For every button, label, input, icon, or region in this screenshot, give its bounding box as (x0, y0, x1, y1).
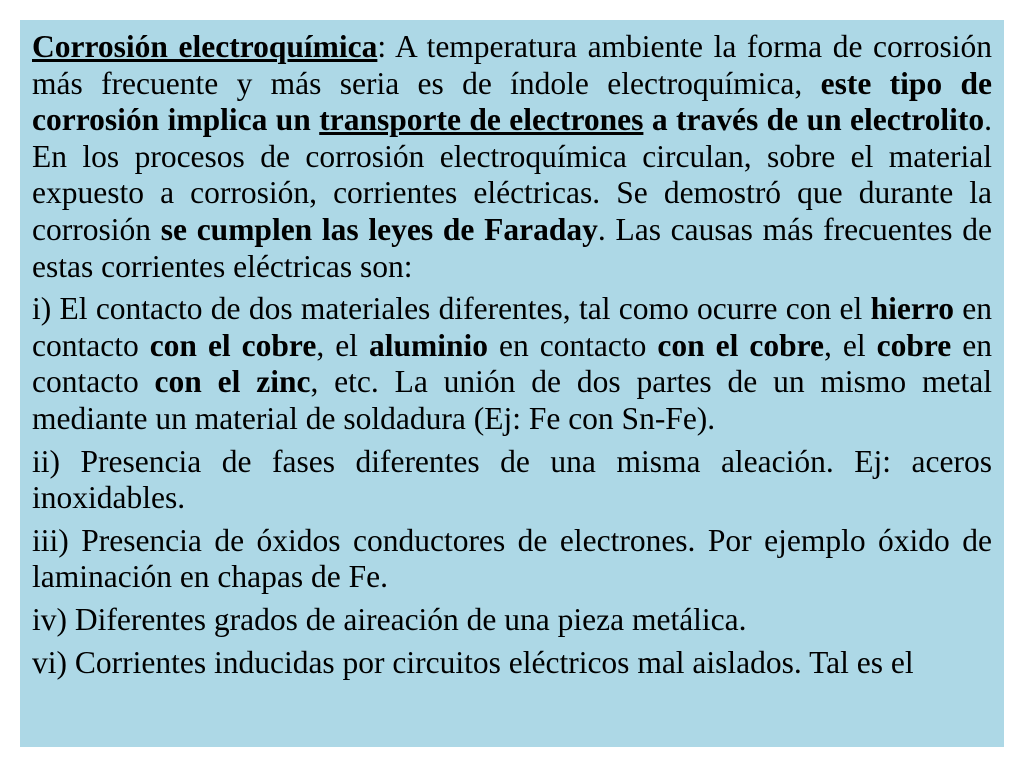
bold-segment: cobre (876, 327, 952, 363)
text-segment: i) El contacto de dos materiales diferentes, tal como ocurre con el (32, 291, 871, 327)
text-segment: en contacto (32, 291, 992, 363)
text-segment: . En los procesos de corrosión electroquímica circulan, sobre el material expuesto a corrosión, corrientes eléctricas. Se demostró que durante la corrosión (32, 102, 993, 247)
paragraph-cause-iv: iv) Diferentes grados de aireación de una pieza metálica. (32, 601, 747, 637)
text-segment: , el (316, 327, 369, 363)
paragraph-cause-ii: ii) Presencia de fases diferentes de una misma aleación. Ej: aceros inoxidables. (32, 443, 992, 516)
bold-segment: con el cobre (149, 327, 317, 363)
bold-segment: a través de un electrolito (643, 102, 985, 138)
text-segment: : A temperatura ambiente la forma de corrosión más frecuente y más seria es de índole electroquímica, (32, 29, 993, 101)
text-segment: . Las causas más frecuentes de estas corrientes eléctricas son: (32, 211, 992, 284)
text-segment: , el (824, 327, 877, 363)
term-transporte-electrones: transporte de electrones (319, 102, 644, 138)
text-segment: , etc. La unión de dos partes de un mismo metal mediante un material de soldadura (Ej: Fe con Sn-Fe). (32, 364, 992, 436)
paragraph-cause-i (32, 291, 992, 437)
paragraph-cause-iii: iii) Presencia de óxidos conductores de electrones. Por ejemplo óxido de laminación en chapas de Fe. (32, 522, 992, 595)
text-segment: en contacto (32, 327, 993, 400)
text-segment: en contacto (487, 327, 658, 363)
bold-segment: se cumplen las leyes de Faraday (160, 211, 598, 247)
bold-segment: hierro (870, 291, 954, 327)
bold-segment: con el zinc (154, 364, 311, 400)
paragraph-cause-vi: vi) Corrientes inducidas por circuitos eléctricos mal aislados. Tal es el (32, 644, 914, 680)
text-box (20, 20, 1004, 747)
paragraph-definition (32, 29, 992, 285)
bold-segment: este tipo de corrosión implica un (32, 65, 992, 138)
bold-segment: con el cobre (657, 327, 825, 363)
term-corrosion-electroquimica: Corrosión electroquímica (32, 29, 378, 64)
bold-segment: aluminio (368, 327, 488, 363)
